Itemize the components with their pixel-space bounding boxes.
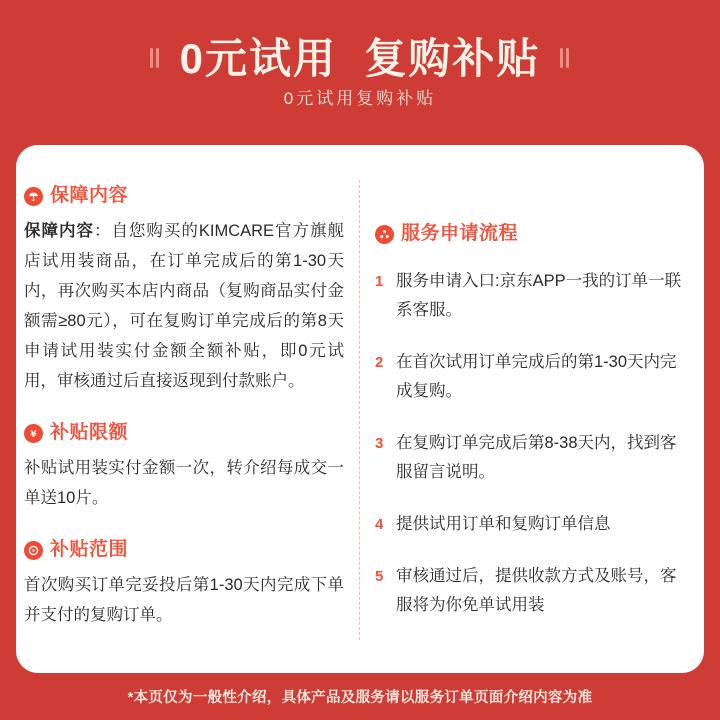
step-number: 2 (375, 354, 384, 371)
step-text: 审核通过后，提供收款方式及账号，客服将为你免单试用装 (396, 567, 677, 614)
right-column (375, 223, 687, 620)
step-number: 5 (375, 568, 384, 585)
content-card (16, 145, 704, 673)
section-header (24, 422, 344, 444)
section-body: 补贴试用装实付金额一次，转介绍每成交一单送10片。 (24, 459, 344, 507)
clock-target-icon (24, 541, 43, 560)
section-header-service-flow (375, 223, 687, 245)
umbrella-shield-icon (24, 187, 43, 206)
section-header (24, 539, 344, 561)
service-steps-list (375, 267, 687, 620)
quote-left-icon (148, 48, 162, 70)
yuan-coin-icon (24, 424, 43, 443)
step-text: 服务申请入口:京东APP一我的订单一联系客服。 (396, 272, 682, 319)
section-title: 服务申请流程 (401, 223, 519, 244)
section-guarantee-content (24, 185, 344, 396)
body-text-rest: ：自您购买的KIMCARE官方旗舰店试用装商品，在订单完成后的第1-30天内，再次购买本店内商品（复购商品实付金额需≥80元），可在复购订单完成后的第8天申请试用装实付金额全额补贴，即0元试用，审核通过后直接返现到付款账户。 (24, 222, 344, 390)
step-number: 3 (375, 435, 384, 452)
section-title: 补贴范围 (50, 539, 129, 560)
column-divider (359, 180, 360, 640)
step-text: 提供试用订单和复购订单信息 (396, 515, 611, 533)
page-subtitle: 0元试用复购补贴 (283, 89, 437, 108)
step-number: 4 (375, 516, 384, 533)
body-bold-prefix: 保障内容 (24, 222, 94, 240)
list-item (375, 348, 687, 406)
section-subsidy-limit (24, 422, 344, 513)
step-number: 1 (375, 273, 384, 290)
step-text: 在首次试用订单完成后的第1-30天内完成复购。 (396, 353, 677, 400)
list-item (375, 510, 687, 539)
page-title: 0元试用 复购补贴 (179, 35, 541, 82)
section-title: 补贴限额 (50, 422, 129, 443)
section-title: 保障内容 (50, 185, 129, 206)
section-subsidy-scope (24, 539, 344, 630)
section-body (24, 216, 344, 396)
list-item (375, 562, 687, 620)
service-flow-icon (375, 225, 394, 244)
list-item (375, 429, 687, 487)
section-header (24, 185, 344, 207)
header-title-row (0, 33, 720, 85)
quote-right-icon (558, 48, 572, 70)
page-header (0, 0, 720, 145)
footer-disclaimer: *本页仅为一般性介绍，具体产品及服务请以服务订单页面介绍内容为准 (127, 690, 593, 706)
section-body: 首次购买订单完妥投后第1-30天内完成下单并支付的复购订单。 (24, 576, 344, 624)
page-footer (0, 673, 720, 720)
step-text: 在复购订单完成后第8-38天内，找到客服留言说明。 (396, 434, 677, 481)
left-column (24, 185, 344, 630)
list-item (375, 267, 687, 325)
svg-text:¥: ¥ (30, 429, 37, 440)
